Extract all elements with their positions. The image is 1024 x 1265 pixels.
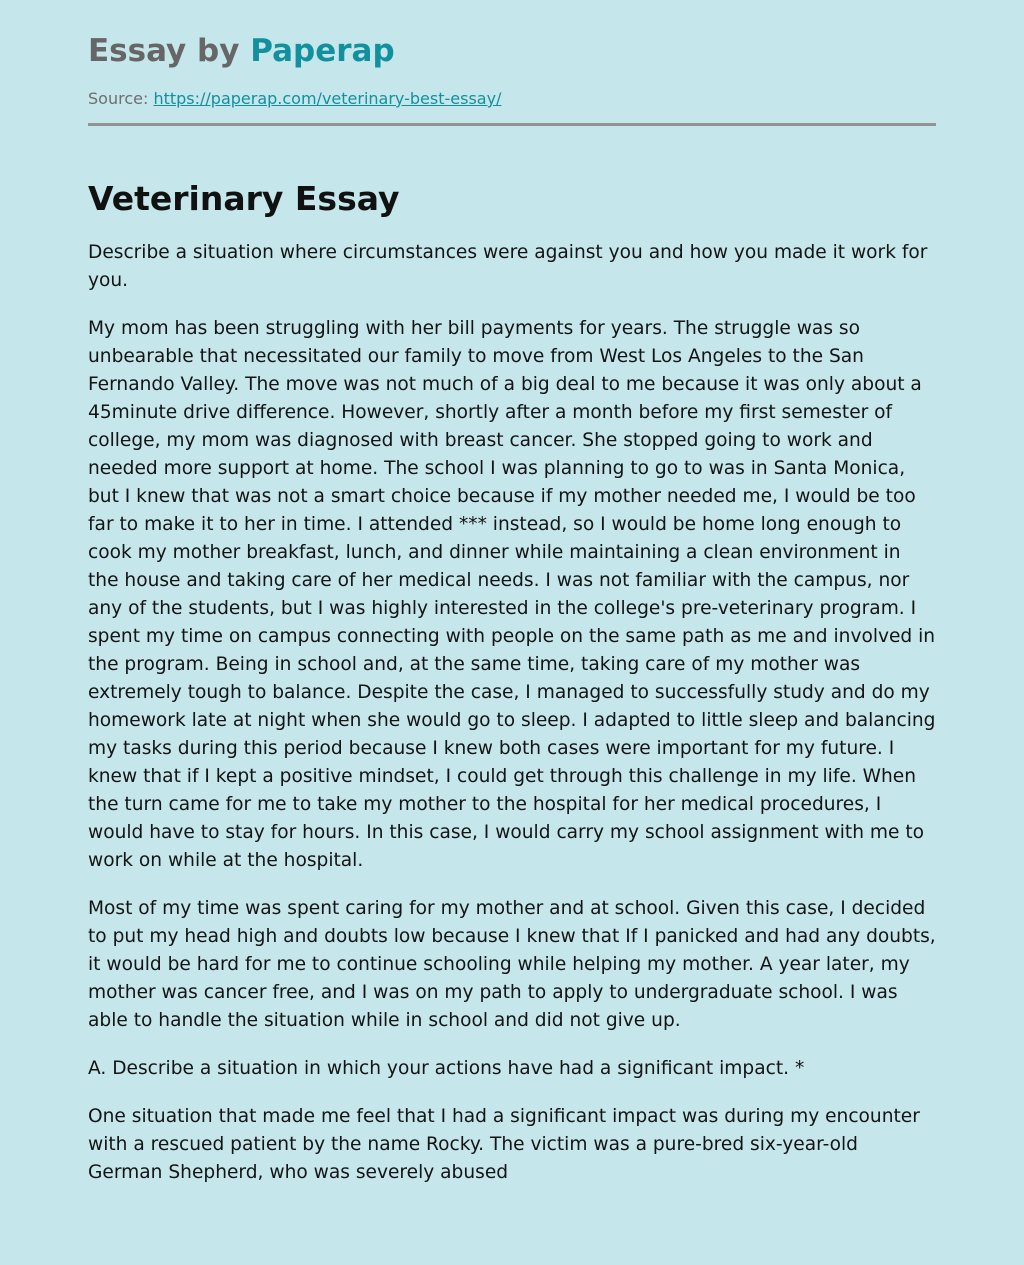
brand-name: Paperap xyxy=(250,33,395,69)
essay-paragraph: One situation that made me feel that I had a significant impact was during my encounter with a rescued patient by the name Rocky. The victim was a pure-bred six-year-old German Shepherd, who was severely abused xyxy=(88,1106,920,1183)
essay-paragraph: Describe a situation where circumstances were against you and how you made it work for you. xyxy=(88,242,928,291)
essay-body xyxy=(88,239,936,1187)
essay-title: Veterinary Essay xyxy=(88,179,400,218)
source-label: Source: xyxy=(88,89,154,108)
source-link[interactable]: https://paperap.com/veterinary-best-essay/ xyxy=(153,89,502,108)
site-brand xyxy=(88,0,936,71)
header-divider xyxy=(88,123,936,126)
essay-paragraph: A. Describe a situation in which your actions have had a significant impact. * xyxy=(88,1058,805,1079)
essay-paragraph: Most of my time was spent caring for my mother and at school. Given this case, I decided to put my head high and doubts low because I knew that If I panicked and had any doubts, it would be hard for me to continue schooling while helping my mother. A year later, my mother was cancer free, and I was on my path to apply to undergraduate school. I was able to handle the situation while in school and did not give up. xyxy=(88,898,936,1031)
essay-paragraph: My mom has been struggling with her bill payments for years. The struggle was so unbearable that necessitated our family to move from West Los Angeles to the San Fernando Valley. The move was not much of a big deal to me because it was only about a 45minute drive difference. However, shortly after a month before my first semester of college, my mom was diagnosed with breast cancer. She stopped going to work and needed more support at home. The school I was planning to go to was in Santa Monica, but I knew that was not a smart choice because if my mother needed me, I would be too far to make it to her in time. I attended *** instead, so I would be home long enough to cook my mother breakfast, lunch, and dinner while maintaining a clean environment in the house and taking care of her medical needs. I was not familiar with the campus, nor any of the students, but I was highly interested in the college's pre-veterinary program. I spent my time on campus connecting with people on the same path as me and involved in the program. Being in school and, at the same time, taking care of my mother was extremely tough to balance. Despite the case, I managed to successfully study and do my homework late at night when she would go to sleep. I adapted to little sleep and balancing my tasks during this period because I knew both cases were important for my future. I knew that if I kept a positive mindset, I could get through this challenge in my life. When the turn came for me to take my mother to the hospital for her medical procedures, I would have to stay for hours. In this case, I would carry my school assignment with me to work on while at the hospital. xyxy=(88,318,936,871)
brand-prefix: Essay by xyxy=(88,33,251,69)
source-line xyxy=(88,88,936,110)
page xyxy=(88,0,936,1187)
